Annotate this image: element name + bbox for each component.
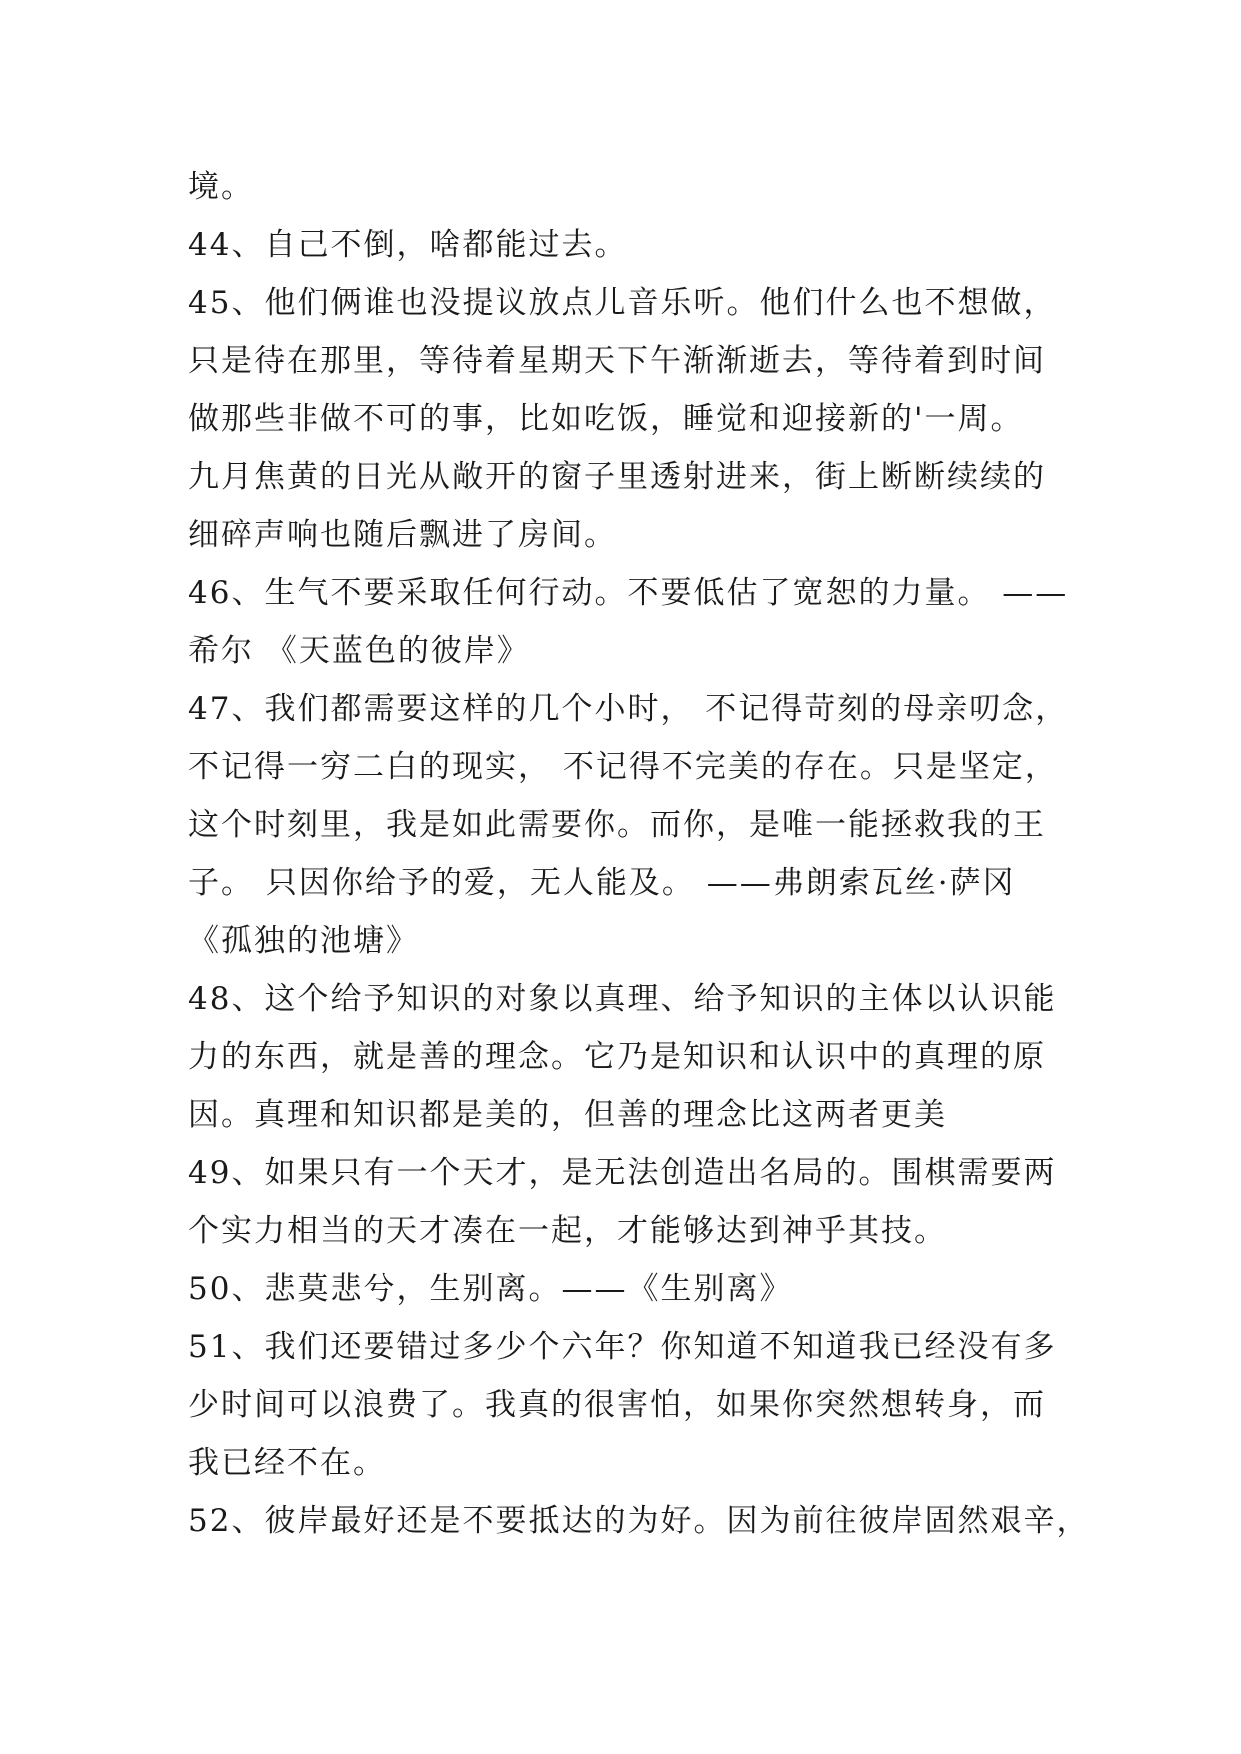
text-line: 46、生气不要采取任何行动。不要低估了宽恕的力量。 —— xyxy=(188,575,1069,611)
text-line: 力的东西，就是善的理念。它乃是知识和认识中的真理的原 xyxy=(188,1039,1046,1075)
text-line: 50、悲莫悲兮，生别离。——《生别离》 xyxy=(188,1271,793,1307)
text-line: 个实力相当的天才凑在一起，才能够达到神乎其技。 xyxy=(188,1213,947,1249)
text-line: 49、如果只有一个天才，是无法创造出名局的。围棋需要两 xyxy=(188,1155,1057,1191)
text-line: 因。真理和知识都是美的，但善的理念比这两者更美 xyxy=(188,1097,947,1133)
text-line: 不记得一穷二白的现实， 不记得不完美的存在。只是坚定， xyxy=(188,749,1058,785)
text-line: 48、这个给予知识的对象以真理、给予知识的主体以认识能 xyxy=(188,981,1057,1017)
text-line: 细碎声响也随后飘进了房间。 xyxy=(188,517,617,553)
text-line: 45、他们俩谁也没提议放点儿音乐听。他们什么也不想做， xyxy=(188,285,1057,321)
text-line: 九月焦黄的日光从敞开的窗子里透射进来，街上断断续续的 xyxy=(188,459,1046,495)
text-line: 44、自己不倒，啥都能过去。 xyxy=(188,227,628,263)
text-line: 少时间可以浪费了。我真的很害怕，如果你突然想转身，而 xyxy=(188,1387,1046,1423)
text-line: 52、彼岸最好还是不要抵达的为好。因为前往彼岸固然艰辛， xyxy=(188,1503,1090,1539)
text-line: 做那些非做不可的事，比如吃饭，睡觉和迎接新的'一周。 xyxy=(188,401,1024,437)
text-line: 子。 只因你给予的爱，无人能及。 ——弗朗索瓦丝·萨冈 xyxy=(188,865,1016,901)
text-line: 只是待在那里，等待着星期天下午渐渐逝去，等待着到时间 xyxy=(188,343,1046,379)
text-line: 我已经不在。 xyxy=(188,1445,386,1481)
text-line: 《孤独的池塘》 xyxy=(188,923,419,959)
text-line: 希尔 《天蓝色的彼岸》 xyxy=(188,633,530,669)
document-body xyxy=(188,158,1090,1550)
text-line: 51、我们还要错过多少个六年？你知道不知道我已经没有多 xyxy=(188,1329,1057,1365)
text-line: 境。 xyxy=(188,169,254,205)
text-line: 47、我们都需要这样的几个小时， 不记得苛刻的母亲叨念， xyxy=(188,691,1069,727)
text-line: 这个时刻里，我是如此需要你。而你，是唯一能拯救我的王 xyxy=(188,807,1046,843)
